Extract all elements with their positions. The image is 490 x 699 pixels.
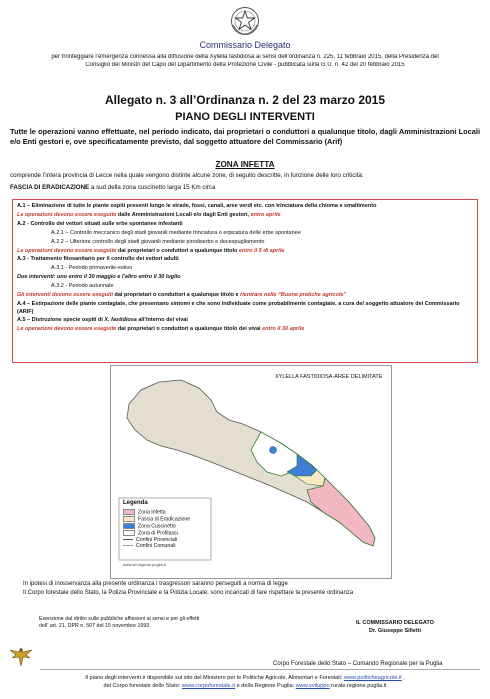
fascia-label: FASCIA DI ERADICAZIONE bbox=[10, 184, 90, 191]
note-deadline: entro il 30 aprile bbox=[262, 325, 305, 332]
legend-label: Confini Comunali bbox=[136, 543, 176, 549]
note-text: dai proprietari o conduttori a qualunque titolo dei vivai bbox=[116, 325, 263, 332]
a5-suffix: all’interno dei vivai bbox=[136, 316, 188, 323]
legend-item-cuscinetto bbox=[123, 523, 209, 530]
legend-swatch bbox=[123, 530, 135, 536]
map-source-url: www.sit.regione.puglia.it bbox=[123, 562, 166, 567]
notice-line: In ipotesi di inosservanza alla presente ordinanza i trasgressori saranno perseguiti a norma di legge bbox=[23, 581, 288, 587]
signature-name: Dr. Giuseppe Silletti bbox=[369, 627, 421, 634]
notice-line: Il Corpo forestale dello Stato, la Polizia Provinciale e la Polizia Locale, sono incaricati di fare rispettare la presente ordinanza bbox=[23, 590, 354, 596]
a5-species: X. fastidiosa bbox=[104, 316, 137, 323]
intervention-a2-2: A.2.2 – Ulteriore controllo degli stadi giovanili mediante pirodiserbo e decespugliamento bbox=[51, 238, 265, 245]
map-caption: XYLELLA FASTIDIOSA-AREE DELIMITATE bbox=[275, 374, 383, 380]
exemption-text bbox=[39, 616, 239, 630]
signature-block bbox=[340, 620, 450, 636]
fascia-text: a sud della zona cuscinetto larga 15 Km circa bbox=[89, 184, 216, 191]
zona-description: comprende l’intera provincia di Lecce nella quale vengono distinte alcune zone, di seguito descritte, in funzione delle loro criticità: bbox=[10, 172, 364, 179]
exemption-line: Esenzione dal diritto sulle pubbliche affissioni ai sensi e per gli effetti bbox=[39, 616, 200, 622]
legend-label: Fascia di Eradicazione bbox=[138, 516, 191, 523]
header-description-line: Consiglio dei Ministri del Capo del Dipartimento della Protezione Civile - pubblicata sulla G.U. n. 42 del 20 febbraio 2015 bbox=[85, 61, 405, 68]
sviluppo-rurale-link[interactable]: www.sviluppo bbox=[295, 683, 330, 689]
header-description-line: per fronteggiare l’emergenza connessa alla diffusione della Xylella fastidiosa ai sensi dell’ordinanza n. 225, 11 febbraio 2015, della Presidenza del bbox=[51, 54, 439, 60]
intervention-a2: A.2 - Controllo dei vettori situati sulle erbe spontanee infestanti bbox=[17, 220, 183, 227]
legend-swatch bbox=[123, 523, 135, 529]
outbreak-focus-marker bbox=[270, 447, 277, 454]
note-deadline: entro il 5 di aprile bbox=[238, 247, 285, 254]
legend-item-infetta bbox=[123, 509, 209, 516]
legend-swatch bbox=[123, 545, 133, 546]
footer-line-1 bbox=[0, 674, 490, 682]
footer bbox=[0, 674, 490, 690]
zona-infetta-shape bbox=[307, 478, 375, 546]
footer-text: Il piano degli interventi è disponibile sul sito del Ministero per le Politiche Agricole, Alimentari e Forestali: bbox=[85, 675, 344, 681]
footer-text: e della Regione Puglia: bbox=[235, 683, 296, 689]
a5-note bbox=[17, 325, 473, 334]
italian-republic-emblem bbox=[230, 6, 260, 36]
corpo-forestale-line: Corpo Forestale dello Stato – Comando Regionale per la Puglia bbox=[273, 661, 443, 667]
legend-item-profilassi bbox=[123, 530, 209, 537]
intervention-a5 bbox=[17, 316, 473, 325]
corpo-forestale-link[interactable]: www.corpoforestale.it bbox=[181, 683, 236, 689]
note-deadline: rientrare nelle “Buone pratiche agricole” bbox=[240, 292, 347, 299]
delimited-areas-map bbox=[110, 365, 392, 579]
fascia-eradicazione-line bbox=[10, 184, 480, 191]
legend-label: Confini Provinciali bbox=[136, 536, 178, 543]
intervention-a1: A.1 – Eliminazione di tutte le piante ospiti presenti lungo le strade, fossi, canali, aree verdi etc. con trinciatura della chioma e smaltimento bbox=[17, 203, 377, 209]
intervention-a3-1: A.3.1 - Periodo primaverile-estivo bbox=[51, 265, 133, 272]
intervention-a2-1: A.2.1 – Controllo meccanico degli stadi giovanili mediante trinciatura o erpicatura delle erbe spontanee bbox=[51, 229, 301, 236]
exemption-line: dell’ art. 21, DPR n. 507 del 15 novembre 1993 bbox=[39, 623, 150, 629]
interventi-prefix: Due interventi: bbox=[17, 274, 56, 281]
note-text: dalle Amministrazioni Locali e/o dagli Enti gestori, bbox=[116, 211, 251, 218]
intervention-a3: A.3 - Trattamento fitosanitario per il controllo dei vettori adulti bbox=[17, 256, 179, 263]
footer-text: del Corpo forestale dello Stato: bbox=[103, 683, 182, 689]
interventions-box bbox=[12, 199, 478, 363]
intervention-a4: A.4 – Estirpazione delle piante contagiate, che presentano sintomi e che sono individuate come probabilmente contagiate, a cura del soggetto attuatore del Commissario (ARIF) bbox=[17, 300, 460, 315]
note-deadline: entro aprile bbox=[250, 211, 281, 218]
enforcement-notice bbox=[23, 580, 483, 598]
legend-label: Zona Infetta bbox=[138, 509, 166, 516]
allegato-title: Allegato n. 3 all’Ordinanza n. 2 del 23 marzo 2015 bbox=[104, 93, 386, 107]
legend-item-eradicazione bbox=[123, 516, 209, 523]
intervention-a3-2: A.3.2 - Periodo autunnale bbox=[51, 283, 114, 290]
note-prefix: Gli interventi devono essere eseguiti bbox=[17, 292, 113, 299]
politiche-agricole-link[interactable]: www.politicheagricole.it bbox=[343, 675, 402, 681]
footer-text: , bbox=[401, 675, 405, 681]
zona-infetta-title: ZONA INFETTA bbox=[215, 160, 275, 169]
interventi-text: uno entro il 30 maggio e l’altro entro il 30 luglio bbox=[55, 274, 181, 281]
legend-label: Zona Cuscinetto bbox=[138, 523, 176, 530]
header-description bbox=[8, 54, 482, 69]
footer-divider bbox=[40, 669, 480, 670]
legend-swatch bbox=[123, 509, 135, 515]
legend-item-confini-comunali bbox=[123, 543, 209, 550]
legend-swatch bbox=[123, 516, 135, 522]
note-text: dai proprietari o conduttori a qualunque titolo bbox=[116, 247, 239, 254]
note-prefix: Le operazioni devono essere eseguite bbox=[17, 247, 117, 254]
a1-note bbox=[17, 211, 473, 220]
note-prefix: Le operazioni devono essere eseguite bbox=[17, 211, 117, 218]
a3-interventi bbox=[17, 273, 473, 282]
a2-note bbox=[17, 247, 473, 256]
commissario-title: Commissario Delegato bbox=[199, 40, 291, 50]
legend-swatch bbox=[123, 539, 133, 540]
a5-prefix: A.5 – Distruzione specie ospiti di bbox=[17, 316, 105, 323]
signature-role: IL COMMISSARIO DELEGATO bbox=[356, 620, 434, 626]
intro-paragraph: Tutte le operazioni vanno effettuate, nel periodo indicato, dai proprietari o conduttori a qualunque titolo, dagli Amministrazioni Locali e/o Enti gestori e, ove specificatamente previsto, dal soggetto attuatore del Commissario (Arif) bbox=[10, 127, 480, 146]
note-text: dai proprietari o conduttori a qualunque titolo e bbox=[112, 292, 241, 299]
footer-line-2 bbox=[0, 682, 490, 690]
legend-items bbox=[123, 509, 209, 550]
footer-text: rurale.regione.puglia.it bbox=[329, 683, 387, 689]
corpo-forestale-eagle-icon bbox=[8, 645, 34, 669]
legend-label: Zona di Profilassi bbox=[138, 530, 178, 536]
legend-title: Legenda bbox=[123, 500, 148, 506]
a3-note bbox=[17, 291, 473, 300]
note-prefix: Le operazioni devono essere eseguite bbox=[17, 325, 117, 332]
piano-title: PIANO DEGLI INTERVENTI bbox=[175, 111, 315, 123]
